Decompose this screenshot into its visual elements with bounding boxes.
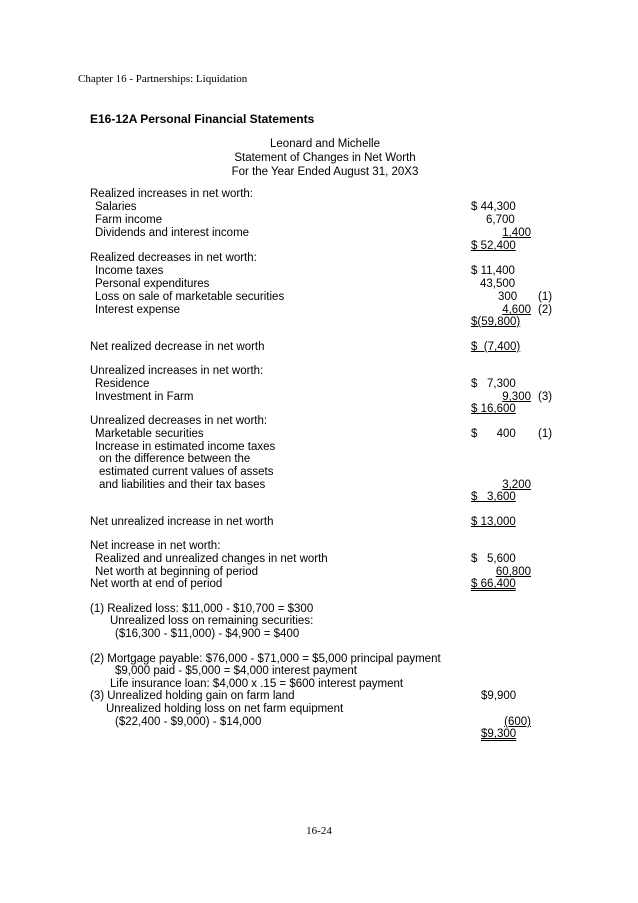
note-text: (1) Realized loss: $11,000 - $10,700 = $300 bbox=[90, 603, 314, 615]
note-line bbox=[0, 664, 638, 678]
subtotal-amount: $ 16,600 bbox=[471, 403, 516, 415]
line-item bbox=[0, 552, 638, 566]
note-line bbox=[0, 689, 638, 703]
line-amount: 60,800 bbox=[495, 566, 531, 578]
section-heading: Realized increases in net worth: bbox=[90, 188, 253, 200]
line-amount: 1,400 bbox=[502, 227, 531, 239]
description-line bbox=[0, 452, 638, 466]
net-realized-row bbox=[0, 340, 638, 354]
line-amount: $ 44,300 bbox=[471, 201, 516, 213]
note-text: $9,000 paid - $5,000 = $4,000 interest payment bbox=[115, 665, 357, 677]
subtotal-amount: $ 52,400 bbox=[471, 240, 516, 252]
line-label: Salaries bbox=[95, 201, 137, 213]
line-label: Marketable securities bbox=[95, 428, 204, 440]
line-label: Net worth at end of period bbox=[90, 578, 223, 590]
note-text: Unrealized loss on remaining securities: bbox=[110, 615, 314, 627]
line-label: Net realized decrease in net worth bbox=[90, 341, 265, 353]
note-line bbox=[0, 614, 638, 628]
line-amount: $ (7,400) bbox=[471, 341, 521, 353]
description-line bbox=[0, 465, 638, 479]
unrealized-increases-section bbox=[0, 364, 638, 378]
footnote-ref: (1) bbox=[538, 291, 553, 303]
subtotal-row bbox=[0, 490, 638, 504]
line-amount: $ 66,400 bbox=[471, 578, 516, 590]
line-label: Investment in Farm bbox=[95, 391, 194, 403]
chapter-header: Chapter 16 - Partnerships: Liquidation bbox=[78, 73, 248, 85]
line-label: Loss on sale of marketable securities bbox=[95, 291, 285, 303]
line-label: Net worth at beginning of period bbox=[95, 566, 259, 578]
section-heading: Unrealized increases in net worth: bbox=[90, 365, 264, 377]
statement-period: For the Year Ended August 31, 20X3 bbox=[231, 166, 419, 178]
line-amount: $ 11,400 bbox=[471, 265, 515, 277]
line-label: estimated current values of assets bbox=[99, 466, 274, 478]
section-heading: Net increase in net worth: bbox=[90, 540, 221, 552]
line-amount: 4,600 bbox=[502, 304, 531, 316]
line-amount: $ 400 bbox=[471, 428, 516, 440]
line-amount: $ 7,300 bbox=[471, 378, 516, 390]
line-label: Net unrealized increase in net worth bbox=[90, 516, 274, 528]
line-label: Farm income bbox=[95, 214, 163, 226]
line-amount: 9,300 bbox=[502, 391, 531, 403]
line-label: Increase in estimated income taxes bbox=[95, 441, 276, 453]
realized-increases-section bbox=[0, 187, 638, 201]
line-amount: 43,500 bbox=[480, 278, 516, 290]
note-text: ($22,400 - $9,000) - $14,000 bbox=[115, 716, 262, 728]
line-amount: 6,700 bbox=[486, 214, 515, 226]
line-amount: $ 13,000 bbox=[471, 516, 516, 528]
note-amount: $9,900 bbox=[481, 690, 517, 702]
line-label: and liabilities and their tax bases bbox=[99, 479, 266, 491]
section-heading: Unrealized decreases in net worth: bbox=[90, 415, 268, 427]
subtotal-amount: $(59,800) bbox=[471, 316, 521, 328]
note-line bbox=[0, 702, 638, 716]
subtotal-amount: $ 3,600 bbox=[471, 491, 516, 503]
line-item bbox=[0, 200, 638, 214]
note-total: $9,300 bbox=[481, 728, 517, 740]
line-label: Residence bbox=[95, 378, 150, 390]
line-amount: 300 bbox=[498, 291, 518, 303]
footnote-ref: (3) bbox=[538, 391, 553, 403]
note-text: (3) Unrealized holding gain on farm land bbox=[90, 690, 295, 702]
line-label: Personal expenditures bbox=[95, 278, 210, 290]
net-increase-section bbox=[0, 539, 638, 553]
subtotal-row bbox=[0, 315, 638, 329]
page-number: 16-24 bbox=[306, 825, 332, 837]
line-label: Dividends and interest income bbox=[95, 227, 250, 239]
line-label: Interest expense bbox=[95, 304, 181, 316]
note-text: (2) Mortgage payable: $76,000 - $71,000 = $5,000 principal payment bbox=[90, 653, 441, 665]
total-row bbox=[0, 577, 638, 591]
line-label: on the difference between the bbox=[99, 453, 251, 465]
realized-decreases-section bbox=[0, 251, 638, 265]
statement-names: Leonard and Michelle bbox=[270, 138, 380, 150]
line-amount: 3,200 bbox=[502, 479, 531, 491]
footnote-ref: (2) bbox=[538, 304, 553, 316]
line-label: Income taxes bbox=[95, 265, 164, 277]
line-item bbox=[0, 290, 638, 304]
note-amount: (600) bbox=[504, 716, 531, 728]
unrealized-decreases-section bbox=[0, 414, 638, 428]
note-text: Life insurance loan: $4,000 x .15 = $600 interest payment bbox=[110, 678, 404, 690]
line-item bbox=[0, 427, 638, 441]
line-item bbox=[0, 213, 638, 227]
note-text: ($16,300 - $11,000) - $4,900 = $400 bbox=[115, 628, 300, 640]
note-total-row bbox=[0, 727, 638, 741]
line-item bbox=[0, 377, 638, 391]
line-amount: $ 5,600 bbox=[471, 553, 516, 565]
net-unrealized-row bbox=[0, 515, 638, 529]
section-heading: Realized decreases in net worth: bbox=[90, 252, 257, 264]
line-item bbox=[0, 277, 638, 291]
footnote-ref: (1) bbox=[538, 428, 553, 440]
statement-name: Statement of Changes in Net Worth bbox=[234, 152, 416, 164]
note-text: Unrealized holding loss on net farm equipment bbox=[106, 703, 344, 715]
exercise-title: E16-12A Personal Financial Statements bbox=[90, 112, 315, 126]
line-item bbox=[0, 226, 638, 240]
line-label: Realized and unrealized changes in net worth bbox=[95, 553, 328, 565]
line-item bbox=[0, 264, 638, 278]
note-line bbox=[0, 627, 638, 641]
